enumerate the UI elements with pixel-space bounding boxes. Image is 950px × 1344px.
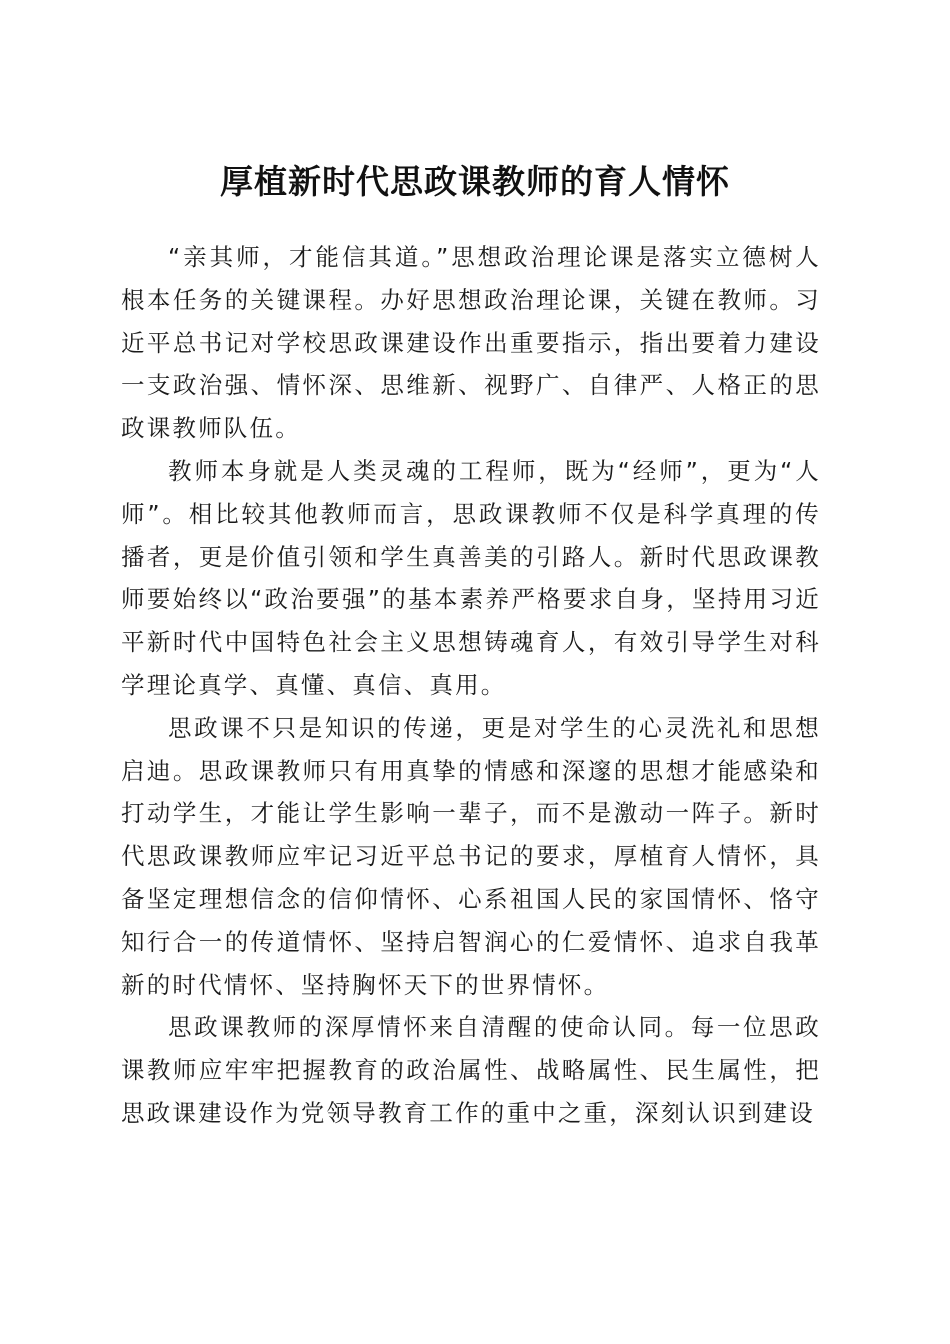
paragraph-4: 思政课教师的深厚情怀来自清醒的使命认同。每一位思政课教师应牢牢把握教育的政治属性、战略属性、民生属性，把思政课建设作为党领导教育工作的重中之重，深刻认识到建设 (121, 1013, 821, 1127)
document-body (121, 236, 821, 1135)
paragraph-3: 思政课不只是知识的传递，更是对学生的心灵洗礼和思想启迪。思政课教师只有用真挚的情感和深邃的思想才能感染和打动学生，才能让学生影响一辈子，而不是激动一阵子。新时代思政课教师应牢记习近平总书记的要求，厚植育人情怀，具备坚定理想信念的信仰情怀、心系祖国人民的家国情怀、恪守知行合一的传道情怀、坚持启智润心的仁爱情怀、追求自我革新的时代情怀、坚持胸怀天下的世界情怀。 (121, 713, 821, 999)
paragraph-2: 教师本身就是人类灵魂的工程师，既为“经师”，更为“人师”。相比较其他教师而言，思政课教师不仅是科学真理的传播者，更是价值引领和学生真善美的引路人。新时代思政课教师要始终以“政治要强”的基本素养严格要求自身，坚持用习近平新时代中国特色社会主义思想铸魂育人，有效引导学生对科学理论真学、真懂、真信、真用。 (121, 456, 821, 699)
paragraph-1: “亲其师，才能信其道。”思想政治理论课是落实立德树人根本任务的关键课程。办好思想政治理论课，关键在教师。习近平总书记对学校思政课建设作出重要指示，指出要着力建设一支政治强、情怀深、思维新、视野广、自律严、人格正的思政课教师队伍。 (121, 243, 821, 443)
document-title: 厚植新时代思政课教师的育人情怀 (220, 162, 730, 202)
